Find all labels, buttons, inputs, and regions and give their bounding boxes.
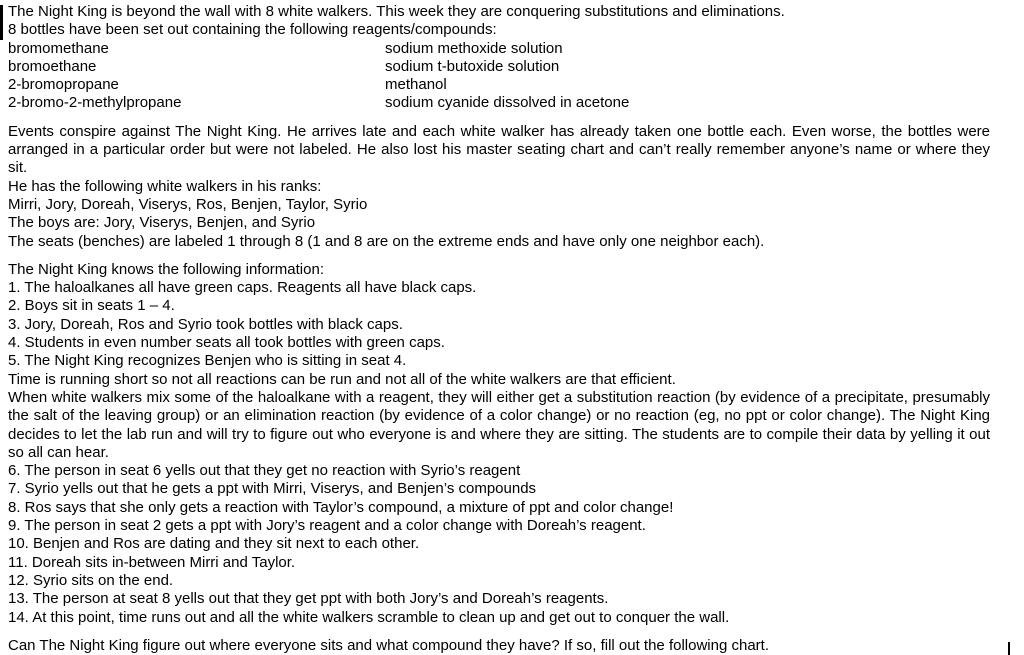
clue-9: 9. The person in seat 2 gets a ppt with Jory’s reagent and a color change with Doreah’s reagent. (8, 517, 646, 535)
intro-line-2: 8 bottles have been set out containing the following reagents/compounds: (8, 21, 497, 39)
boys-list: The boys are: Jory, Viserys, Benjen, and Syrio (8, 214, 316, 232)
bottle-haloalkane: bromoethane (8, 57, 97, 75)
clue-4: 4. Students in even number seats all took bottles with green caps. (8, 334, 445, 352)
bottle-haloalkane: 2-bromopropane (8, 76, 119, 94)
bottle-reagent: sodium t-butoxide solution (385, 57, 560, 75)
clue-6: 6. The person in seat 6 yells out that they get no reaction with Syrio’s reagent (8, 462, 521, 480)
clue-2: 2. Boys sit in seats 1 – 4. (8, 297, 175, 315)
clue-13: 13. The person at seat 8 yells out that they get ppt with both Jory’s and Doreah’s reagents. (8, 590, 609, 608)
bottle-list (8, 40, 990, 113)
clue-14: 14. At this point, time runs out and all the white walkers scramble to clean up and get out to conquer the wall. (8, 608, 730, 626)
clue-3: 3. Jory, Doreah, Ros and Syrio took bottles with black caps. (8, 315, 403, 333)
clue-8: 8. Ros says that she only gets a reaction with Taylor’s compound, a mixture of ppt and color change! (8, 498, 674, 516)
seats-note: The seats (benches) are labeled 1 through 8 (1 and 8 are on the extreme ends and have only one neighbor each). (8, 232, 765, 250)
walker-names: Mirri, Jory, Doreah, Viserys, Ros, Benjen, Taylor, Syrio (8, 195, 368, 213)
clue-12: 12. Syrio sits on the end. (8, 571, 174, 589)
setup-paragraph: Events conspire against The Night King. He arrives late and each white walker has already taken one bottle each. Even worse, the bottles were arranged in a particular order but were not labeled. He also lost his master seating chart and can’t really remember anyone’s name or where they sit. (8, 122, 990, 177)
roster-intro: He has the following white walkers in his ranks: (8, 177, 322, 195)
intro-line-1: The Night King is beyond the wall with 8 white walkers. This week they are conquering substitutions and eliminations. (8, 3, 785, 20)
scan-mark-bottom-right (1008, 642, 1010, 655)
bottle-haloalkane: bromomethane (8, 39, 109, 57)
scan-mark-top-left (0, 5, 3, 40)
bottle-haloalkane: 2-bromo-2-methylpropane (8, 94, 182, 112)
closing-question: Can The Night King figure out where everyone sits and what compound they have? If so, fill out the following chart. (8, 636, 769, 654)
time-note: Time is running short so not all reactions can be run and not all of the white walkers are that efficient. (8, 370, 676, 388)
clues-header: The Night King knows the following information: (8, 260, 324, 278)
clue-10: 10. Benjen and Ros are dating and they sit next to each other. (8, 535, 420, 553)
bottle-reagent: sodium cyanide dissolved in acetone (385, 94, 630, 112)
clue-11: 11. Doreah sits in-between Mirri and Taylor. (8, 553, 296, 571)
clue-7: 7. Syrio yells out that he gets a ppt with Mirri, Viserys, and Benjen’s compounds (8, 480, 537, 498)
bottle-reagent: sodium methoxide solution (385, 39, 563, 57)
clue-1: 1. The haloalkanes all have green caps. Reagents all have black caps. (8, 279, 477, 297)
clue-5: 5. The Night King recognizes Benjen who is sitting in seat 4. (8, 352, 407, 370)
worksheet-page (8, 3, 990, 655)
lab-paragraph: When white walkers mix some of the haloalkane with a reagent, they will either get a substitution reaction (by evidence of a precipitate, presumably the salt of the leaving group) or an elimination reaction (by evidence of a color change) or no reaction (eg, no ppt or color change). The Night King decides to let the lab run and will try to figure out who everyone is and where they are sitting. The students are to compile their data by yelling it out so all can hear. (8, 388, 990, 461)
bottle-reagent: methanol (385, 76, 447, 94)
